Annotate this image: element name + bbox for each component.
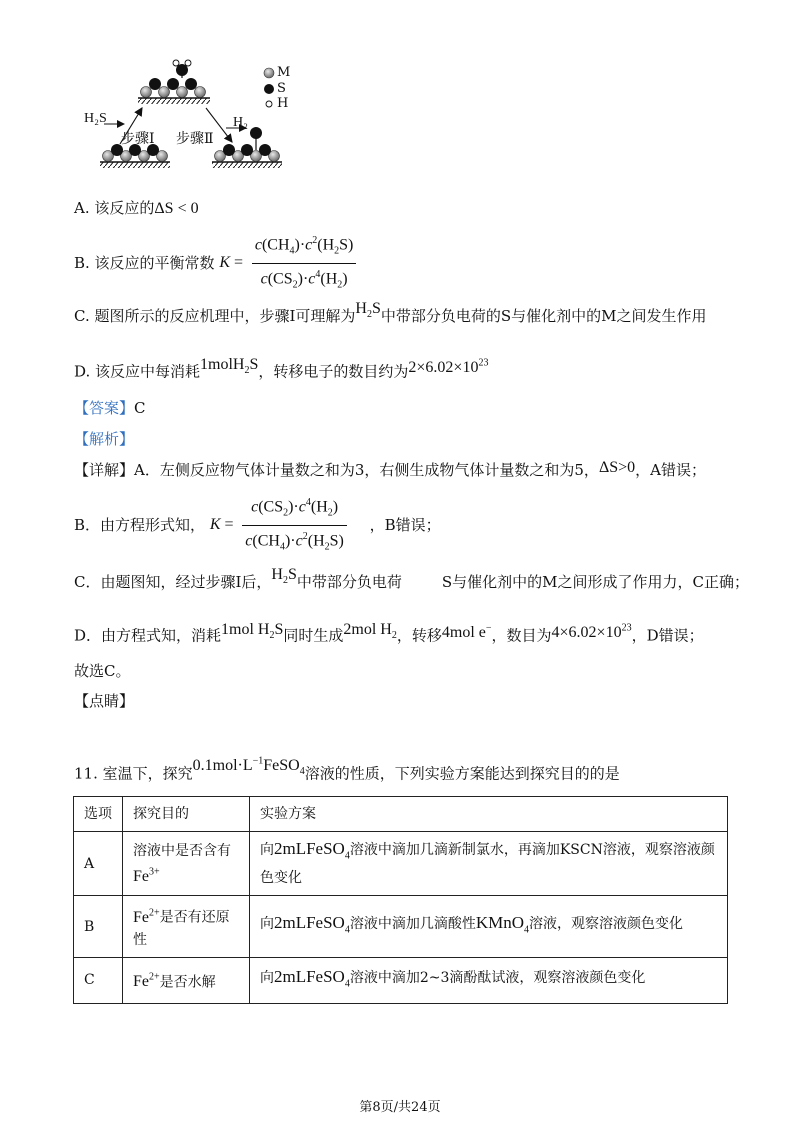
row-c-purpose: $Fe^{2+}$是否水解 [123,957,250,1003]
table-row [74,832,728,896]
option-b: B. 该反应的平衡常数 K = $\frac{c(CH_4)\cdot c^2(H_2S)}{c(CS_2)\cdot c^4(H_2)}$ [74,232,360,294]
question-11: 11. 室温下，探究$0.1mol\cdot L^{-1}FeSO_4$溶液的性质，下列实验方案能达到探究目的的是 [74,756,620,783]
analysis-tag: 【解析】 [74,430,135,448]
table-row [74,896,728,957]
detail-b: B．由方程形式知， K = $\frac{c(CS_2)\cdot c^4(H_2)}{c(CH_4)\cdot c^2(H_2S)}$ ，B错误； [74,494,441,556]
tip-tag: 【点睛】 [74,692,135,710]
option-b-fraction: $\frac{c(CH_4)\cdot c^2(H_2S)}{c(CS_2)\cdot c^4(H_2)}$ [252,232,357,294]
header-plan: 实验方案 [250,797,728,832]
row-b-plan: 向2mLFeSO$_4$溶液中滴加几滴酸性KMnO$_4$溶液，观察溶液颜色变化 [250,896,728,957]
diagram-legend [262,66,276,112]
row-a-option: A [74,832,123,896]
right-surface [212,127,282,168]
detail-c: C．由题图知，经过步骤Ⅰ后，$H_2S$中带部分负电荷 S与催化剂中的M之间形成了作用力，C正确； [74,566,750,591]
row-b-purpose: $Fe^{2+}$是否有还原性 [123,896,250,957]
answer-line [74,398,146,418]
legend-h: H [277,96,289,111]
diagram-label-h2s: H₂S [84,111,107,126]
header-option: 选项 [74,797,123,832]
option-c: C. 题图所示的反应机理中，步骤Ⅰ可理解为$H_2S$中带部分负电荷的S与催化剂中的M之间发生作用 [74,300,707,325]
table-row [74,957,728,1003]
detail-d: D．由方程式知，消耗1mol $H_2S$同时生成2mol $H_2$，转移4mol e−，数目为$4\times 6.02\times 10^{23}$，D错误； [74,621,704,645]
option-d: D. 该反应中每消耗1molH$_2$S，转移电子的数目约为$2\times 6.02\times 10^{23}$ [74,356,489,381]
legend-m: M [277,65,291,80]
diagram-label-step1: 步骤Ⅰ [121,131,155,147]
page-footer: 第8页/共24页 [359,1100,441,1115]
detail-b-fraction: $\frac{c(CS_2)\cdot c^4(H_2)}{c(CH_4)\cdot c^2(H_2S)}$ [242,494,347,556]
answer-value: C [134,399,146,417]
row-a-purpose: 溶液中是否含有 $Fe^{3+}$ [123,832,250,896]
option-a: A. 该反应的ΔS < 0 [74,199,199,217]
diagram-label-step2: 步骤Ⅱ [176,131,214,147]
detail-a: 【详解】A．左侧反应物气体计量数之和为3，右侧生成物气体计量数之和为5，ΔS>0，A错误； [74,459,706,479]
experiment-table [73,796,728,1004]
legend-s: S [277,81,286,96]
header-purpose: 探究目的 [123,797,250,832]
row-b-option: B [74,896,123,957]
answer-tag: 【答案】 [74,399,135,417]
diagram-label-h2: H₂ [233,115,248,130]
conclusion: 故选C。 [74,662,131,680]
row-c-plan: 向2mLFeSO$_4$溶液中滴加2~3滴酚酞试液，观察溶液颜色变化 [250,957,728,1003]
top-surface [138,60,210,104]
row-c-option: C [74,957,123,1003]
table-header-row [74,797,728,832]
row-a-plan: 向2mLFeSO$_4$溶液中滴加几滴新制氯水，再滴加KSCN溶液，观察溶液颜色变化 [250,832,728,896]
